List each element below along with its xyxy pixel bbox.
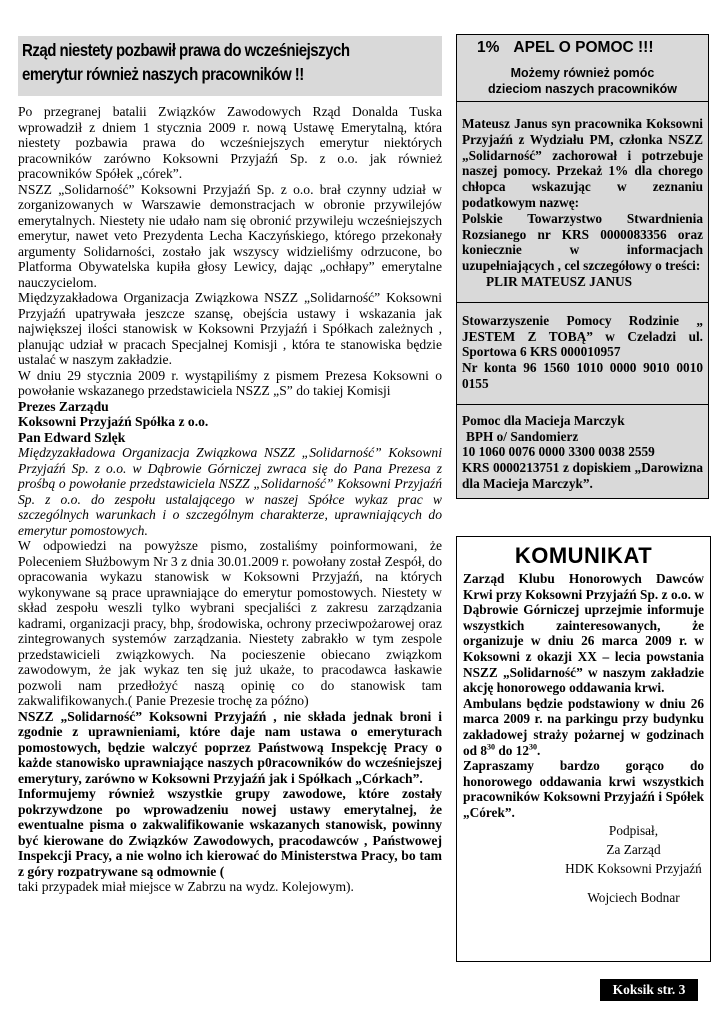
box-text: BPH o/ Sandomierz (466, 428, 579, 444)
article-paragraph-end: taki przypadek miał miejsce w Zabrzu na wydz. Kolejowym). (18, 879, 354, 894)
box-separator (456, 396, 709, 405)
address-line: Prezes Zarządu (18, 398, 109, 414)
komunikat-text: . (537, 742, 541, 758)
headline-line-1: Rząd niestety pozbawił prawa do wcześniejszych (22, 40, 350, 60)
box-text: 10 1060 0076 0000 3300 0038 2559 (462, 444, 655, 460)
box-text: Polskie Towarzystwo Stwardnienia Rozsianego nr KRS 0000083356 oraz koniecznie w informacjach uzupełniających , cel szczegółowy o treści: (462, 210, 703, 274)
appeal-box-jestem-z-toba (456, 303, 709, 396)
signature-line: HDK Koksowni Przyjaźń (565, 860, 702, 876)
article-paragraph-bold: Informujemy również wszystkie grupy zawodowe, które zostały pokrzywdzone po wprowadzeniu nowej ustawy emerytalnej, że ewentualne pisma o zakwalifikowanie wskazanych stanowisk, powinny być kierowane do Związków Zawodowych, pracodawców , Państwowej Inspekcji Pracy, a nie wolno ich kierować do Ministerstwa Pracy, bo tam z góry rozpatrywane są odmownie ( (18, 786, 442, 879)
appeal-subtitle-1: Możemy również pomóc (510, 66, 655, 80)
appeal-title-text: APEL O POMOC !!! (513, 39, 654, 56)
article-paragraph-bold: NSZZ „Solidarność” Koksowni Przyjaźń , nie składa jednak broni i zgodnie z uprawnieniami, które daje nam ustawa o emeryturach pomostowych, będzie walczyć poprzez Państwową Inspekcję Pracy o każde stanowisko uprawniające naszych p0racowników do wcześniejszej emerytury, zarówno w Koksowni Przyjaźń jak i Spółkach „Córkach”. (18, 708, 442, 786)
komunikat-title: KOMUNIKAT (514, 543, 653, 568)
article-paragraph: W odpowiedzi na powyższe pismo, zostaliśmy poinformowani, że Poleceniem Służbowym Nr 3 z dnia 30.01.2009 r. powołany został Zespół, do opracowania wykazu stanowisk w Koksowni Przyjaźń, na których wykonywane są prace uprawniające do emerytur pomostowych. Niestety w skład zespołu weszli tylko wybrani specjaliści z zakresu zarządzania kadrami, organizacji pracy, bhp, środowiska, ochrony przeciwpożarowej oraz zintegrowanych systemów zarządzania. Niestety zabrakło w tym zespole przedstawicieli związkowych. Na pocieszenie obiecano związkom zawodowym, że jak wykaz ten się już ukaże, to pracodawca łaskawie pozwoli nam przedłożyć naszą opinię co do stanowisk tam zakwalifikowanych.( Panie Prezesie trochę za późno) (18, 538, 442, 708)
appeal-box-janus (456, 102, 709, 294)
time-superscript: 30 (529, 742, 538, 752)
sidebar-column (456, 34, 709, 499)
komunikat-paragraph: Zarząd Klubu Honorowych Dawców Krwi przy Koksowni Przyjaźń Sp. z o.o. w Dąbrowie Górniczej uprzejmie informuje wszystkich zainteresowanych, że organizuje w dniu 26 marca 2009 r. w Koksowni z okazji XX – lecia powstania NSZZ „Solidarność” w naszym zakładzie akcję honorowego oddawania krwi. (463, 571, 704, 696)
box-text: KRS 0000213751 z dopiskiem „Darowizna dla Macieja Marczyk”. (462, 460, 703, 491)
box-text: Mateusz Janus syn pracownika Koksowni Przyjaźń z Wydziału PM, członka NSZZ „Solidarność” zachorował i potrzebuje naszej pomocy. Przekaż 1% dla chorego chłopca wskazując w zeznaniu podatkowym nazwę: (462, 116, 703, 210)
signature-line: Podpisał, (608, 822, 659, 838)
article-paragraph: NSZZ „Solidarność” Koksowni Przyjaźń Sp. z o.o. brał czynny udział w zorganizowanych w Warszawie demonstracjach w obronie przywilejów emerytalnych. Niestety nie udało nam się obronić przywileju wcześniejszych emerytur, nawet veto Prezydenta Lecha Kaczyńskiego, którego przekonały argumenty Solidarności, zostało jak wszyscy widzieliśmy odrzucone, bo Platforma Obywatelska kupiła głosy Lewicy, dając „ochłapy” emerytalne nauczycielom. (18, 181, 442, 290)
komunikat-text: Ambulans będzie podstawiony w dniu 26 marca 2009 r. na parkingu przy budynku zakładowej straży pożarnej w godzinach od 8 (463, 695, 704, 758)
article-paragraph: Międzyzakładowa Organizacja Związkowa NSZZ „Solidarność” Koksowni Przyjaźń upatrywała jeszcze szansę, obejścia ustawy i wskazania jak największej ilości stanowisk w Koksowni Przyjaźń i Spółkach zależnych , planując udział w pracach Specjalnej Komisji , która te stanowiska będzie ustalać w naszym zakładzie. (18, 290, 442, 367)
time-superscript: 30 (487, 742, 496, 752)
page-number-label: Koksik str. 3 (600, 979, 698, 1001)
appeal-percent: 1% (477, 39, 500, 56)
box-code: PLIR MATEUSZ JANUS (486, 273, 633, 289)
headline-line-2: emerytur również naszych pracowników !! (22, 64, 304, 84)
appeal-box-marczyk (456, 405, 709, 499)
komunikat-box (456, 536, 711, 962)
box-text: Pomoc dla Macieja Marczyk (462, 412, 625, 428)
article-paragraph: W dniu 29 stycznia 2009 r. wystąpiliśmy z pismem Prezesa Koksowni o powołanie wskazanego przedstawiciela NSZZ „S” do takiej Komisji (18, 367, 442, 398)
article-body (18, 104, 442, 895)
komunikat-paragraph: Zapraszamy bardzo gorąco do honorowego oddawania krwi wszystkich pracowników Koksowni Przyjaźń i Spółek „Córek”. (463, 758, 704, 820)
appeal-title (477, 39, 667, 57)
article-paragraph: Po przegranej batalii Związków Zawodowych Rząd Donalda Tuska wprowadził z dniem 1 stycznia 2009 r. nową Ustawę Emerytalną, która niestety pozbawia prawa do wcześniejszych emerytur niektórych pracowników zarówno Koksowni Przyjaźń Sp. z o.o. jak również pracowników Spółek „córek”. (18, 104, 442, 181)
appeal-subtitle-2: dzieciom naszych pracowników (488, 82, 677, 96)
komunikat-body (457, 569, 710, 821)
signature-name: Wojciech Bodnar (587, 889, 680, 905)
article-headline (18, 36, 442, 96)
address-line: Koksowni Przyjaźń Spółka z o.o. (18, 414, 209, 429)
box-text: Stowarzyszenie Pomocy Rodzinie „ JESTEM Z TOBĄ” w Czeladzi ul. Sportowa 6 KRS 000010957 (462, 312, 703, 360)
address-line: Pan Edward Szlęk (18, 429, 126, 445)
box-account: Nr konta 96 1560 1010 0000 9010 0010 0155 (462, 360, 703, 391)
appeal-header (456, 34, 709, 102)
appeal-subtitle (457, 65, 708, 97)
komunikat-text: do 12 (495, 742, 530, 758)
komunikat-paragraph (463, 696, 704, 758)
signature-line: Za Zarząd (606, 841, 661, 857)
komunikat-signature (557, 821, 710, 907)
quoted-letter: Międzyzakładowa Organizacja Związkowa NSZZ „Solidarność” Koksowni Przyjaźń Sp. z o.o. w Dąbrowie Górniczej zwraca się do Pana Prezesa z prośbą o powołanie przedstawiciela NSZZ „Solidarność” Koksowni Przyjaźń Sp. z o.o. do zespołu ustalającego w naszej Spółce wykaz prac w szczególnych warunkach i o szczególnym charakterze, uprawniających do emerytur pomostowych. (18, 445, 442, 538)
box-separator (456, 294, 709, 303)
main-article-column (18, 36, 442, 895)
